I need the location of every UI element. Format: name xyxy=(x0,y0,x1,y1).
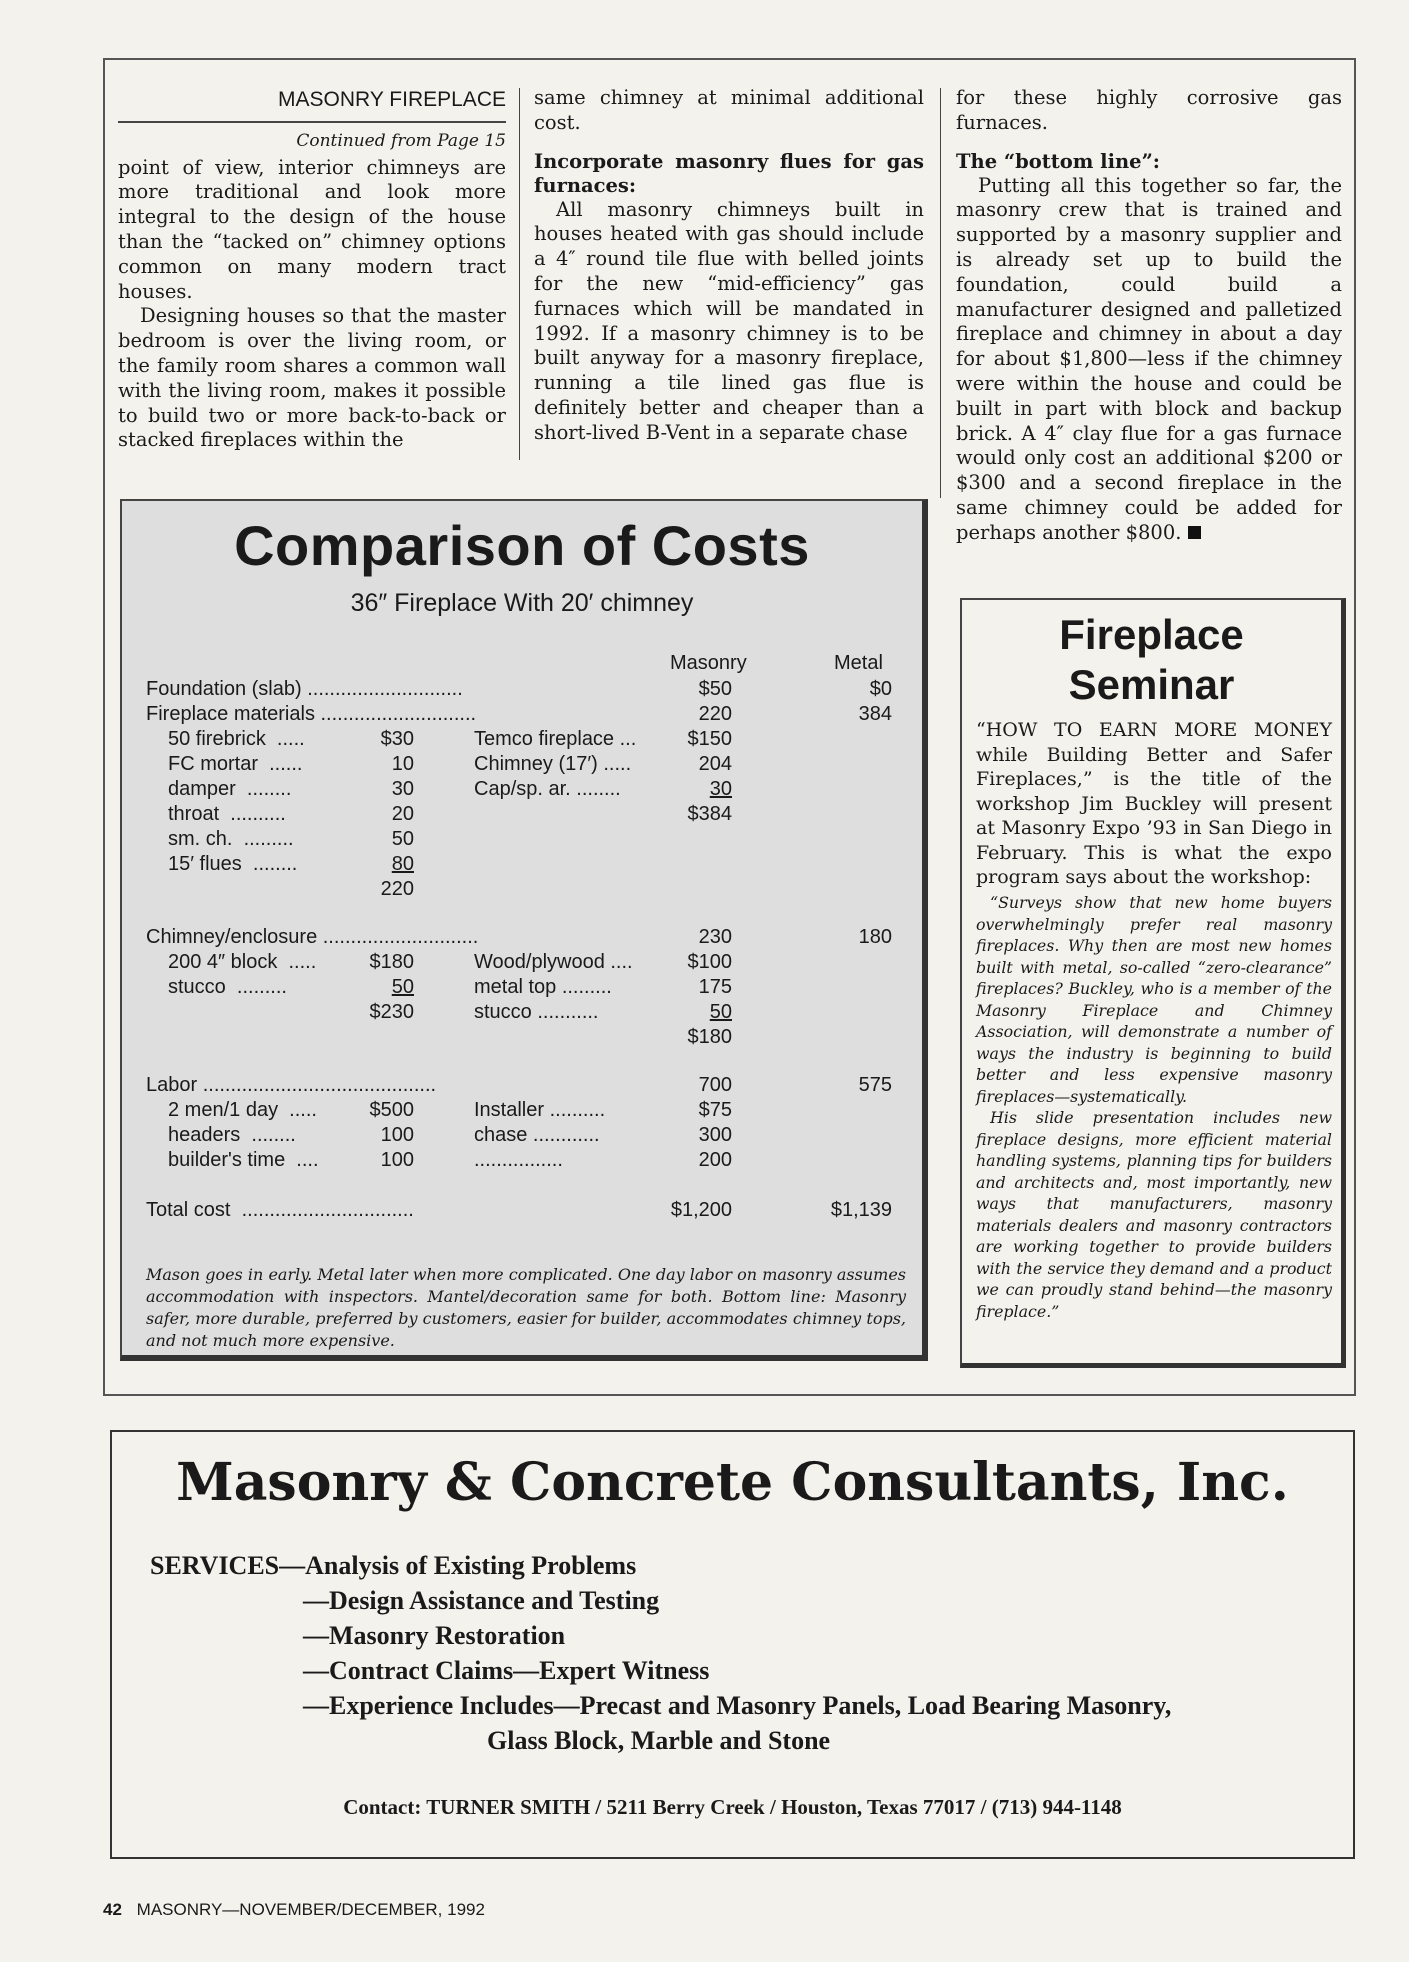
ad-service-item: —Masonry Restoration xyxy=(303,1621,566,1650)
column-divider-2 xyxy=(940,88,941,498)
chimney-left-item: 200 4″ block ..... xyxy=(168,951,317,973)
materials-left-item: damper ........ xyxy=(168,778,297,800)
consultants-ad xyxy=(110,1430,1355,1859)
labor-left-item: 2 men/1 day ..... xyxy=(168,1099,317,1121)
cost-note: Mason goes in early. Metal later when more complicated. One day labor on masonry assumes accommodation with inspectors. Mantel/decoration same for both. Bottom line: Masonry safer, more durable, preferred by customers, easier for builder, accommodates chimney tops, and not much more expensive. xyxy=(146,1265,906,1350)
materials-left-item: sm. ch. ......... xyxy=(168,828,300,850)
ad-service-item: —Contract Claims—Expert Witness xyxy=(303,1656,710,1685)
materials-right-item: Cap/sp. ar. ........ xyxy=(474,778,621,800)
column-2 xyxy=(534,86,924,446)
seminar-quote-2: His slide presentation includes new fireplace designs, more efficient material handling systems, planning tips for builders and architects and, most importantly, new ways that manufacturers, masonry materials dealers and masonry contractors are working together to provide builders with the service they demand and a product we can proudly stand behind—the masonry fireplace.” xyxy=(976,1108,1332,1321)
col2-subhead: Incorporate masonry flues for gas furnaces: xyxy=(534,149,924,197)
row-foundation-label: Foundation (slab) ............................ xyxy=(146,678,463,700)
row-total-label: Total cost ............................... xyxy=(146,1199,414,1221)
labor-left-item: headers ........ xyxy=(168,1124,296,1146)
col1-paragraph-2: Designing houses so that the master bedroom is over the living room, or the family room shares a common wall with the living room, makes it possible to build two or more back-to-back or stacked fireplaces within the xyxy=(118,304,506,452)
publication-line: MASONRY—NOVEMBER/DECEMBER, 1992 xyxy=(136,1900,485,1919)
cost-comparison-box: Comparison of Costs 36″ Fireplace With 20′ chimney Masonry Metal Foundation (slab) ............................ $50 $0 Fireplace materials ............................ 220 384 50 firebrick ..... $30 FC mortar ...... 10 damper ........ 30 throat .......... 20 sm. ch. ......... 50 15′ flues ........ 80 220 Temco fireplace ... $150 Chimney (17′) ..... 204 Cap/sp. ar. ........ 30 $384 Chimney/enclosure ............................ 230 180 200 4″ block ..... $180 stucco ......... 50 $230 Wood/plywood .... $100 metal top ......... 175 stucco ........... 50 $180 Labor .......................................... 700 575 2 men/1 day ..... $500 headers ........ 100 builder's time .... 100 Installer .......... $75 chase ............ 300 ................ 200 Total cost ............................... $1,200 $1,139 Mason goes in early. Metal later when more complicated. One day labor on masonry assumes accommodation with inspectors. Mantel/decoration same for both. Bottom line: Masonry safer, more durable, preferred by customers, easier for builder, accommodates chimney tops, and not much more expensive. xyxy=(120,499,928,1361)
seminar-quote-1: “Surveys show that new home buyers overwhelmingly prefer real masonry fireplaces. Why then are most new homes built with metal, so-called “zero-clearance” fireplaces? Buckley, who is a member of the Masonry Fireplace and Chimney Association, will demonstrate a number of ways the industry is beginning to build better and less expensive masonry fireplaces—systematically. xyxy=(976,893,1332,1106)
ad-service-item: —Experience Includes—Precast and Masonry Panels, Load Bearing Masonry, xyxy=(303,1691,1172,1720)
ad-service-continuation: Glass Block, Marble and Stone xyxy=(487,1726,831,1755)
column-3 xyxy=(956,86,1342,546)
row-materials-label: Fireplace materials ............................ xyxy=(146,703,477,725)
end-mark-icon xyxy=(1188,526,1201,539)
col2-intro: same chimney at minimal additional cost. xyxy=(534,86,924,134)
chimney-right-item: metal top ......... xyxy=(474,976,612,998)
column-divider-1 xyxy=(519,88,520,460)
labor-right-item: ................ xyxy=(474,1149,563,1171)
materials-left-item: FC mortar ...... xyxy=(168,753,309,775)
ad-company-name: Masonry & Concrete Consultants, Inc. xyxy=(176,1452,1289,1513)
row-chimney-label: Chimney/enclosure ............................ xyxy=(146,926,479,948)
seminar-title: Fireplace Seminar xyxy=(1059,611,1244,708)
cost-title: Comparison of Costs xyxy=(234,514,810,577)
col-header-metal: Metal xyxy=(834,652,883,674)
ad-service-item: —Design Assistance and Testing xyxy=(303,1586,660,1615)
materials-left-item: 50 firebrick ..... xyxy=(168,728,311,750)
continued-note: Continued from Page 15 xyxy=(296,130,506,151)
col3-intro: for these highly corrosive gas furnaces. xyxy=(956,86,1342,134)
ad-services-lead: SERVICES—Analysis of Existing Problems xyxy=(150,1551,637,1580)
cost-subtitle: 36″ Fireplace With 20′ chimney xyxy=(350,589,694,617)
page-footer xyxy=(103,1900,485,1920)
section-rule xyxy=(118,121,506,123)
column-1 xyxy=(118,88,506,453)
ad-contact: Contact: TURNER SMITH / 5211 Berry Creek / Houston, Texas 77017 / (713) 944-1148 xyxy=(343,1795,1122,1819)
col3-paragraph: Putting all this together so far, the masonry crew that is trained and supported by a masonry supplier and is already set up to build the foundation, could build a manufacturer designed and palletized fireplace and chimney in about a day for about $1,800—less if the chimney were within the house and could be built in part with block and backup brick. A 4″ clay flue for a gas furnace would only cost an additional $200 or $300 and a second fireplace in the same chimney could be added for perhaps another $800. xyxy=(956,173,1342,544)
col3-subhead: The “bottom line”: xyxy=(956,149,1160,173)
materials-left-item: throat .......... xyxy=(168,803,292,825)
materials-right-item: Temco fireplace ... xyxy=(474,728,637,750)
col-header-masonry: Masonry xyxy=(670,652,747,674)
row-labor-label: Labor .......................................... xyxy=(146,1074,437,1096)
seminar-body: “HOW TO EARN MORE MONEY while Building Better and Safer Fireplaces,” is the title of the workshop Jim Buckley will present at Masonry Expo ’93 in San Diego in February. This is what the expo program says about the workshop: xyxy=(976,719,1332,888)
seminar-box xyxy=(960,598,1346,1368)
seminar-quote xyxy=(976,892,1332,1322)
chimney-left-item: stucco ......... xyxy=(168,976,287,998)
materials-left-item: 15′ flues ........ xyxy=(168,853,303,875)
page-number: 42 xyxy=(103,1900,122,1919)
materials-right-item: Chimney (17′) ..... xyxy=(474,753,632,775)
chimney-right-item: stucco ........... xyxy=(474,1001,599,1023)
chimney-right-item: Wood/plywood .... xyxy=(474,951,633,973)
section-label: MASONRY FIREPLACE xyxy=(278,88,506,111)
col2-paragraph: All masonry chimneys built in houses heated with gas should include a 4″ round tile flue with belled joints for the new “mid-efficiency” gas furnaces which will be mandated in 1992. If a masonry chimney is to be built anyway for a masonry fireplace, running a tile lined gas flue is definitely better and cheaper than a short-lived B-Vent in a separate chase xyxy=(534,197,924,444)
labor-left-item: builder's time .... xyxy=(168,1149,319,1171)
labor-right-item: chase ............ xyxy=(474,1124,600,1146)
labor-right-item: Installer .......... xyxy=(474,1099,606,1121)
col1-paragraph-1: point of view, interior chimneys are more traditional and look more integral to the design of the house than the “tacked on” chimney options common on many modern tract houses. xyxy=(118,155,506,303)
